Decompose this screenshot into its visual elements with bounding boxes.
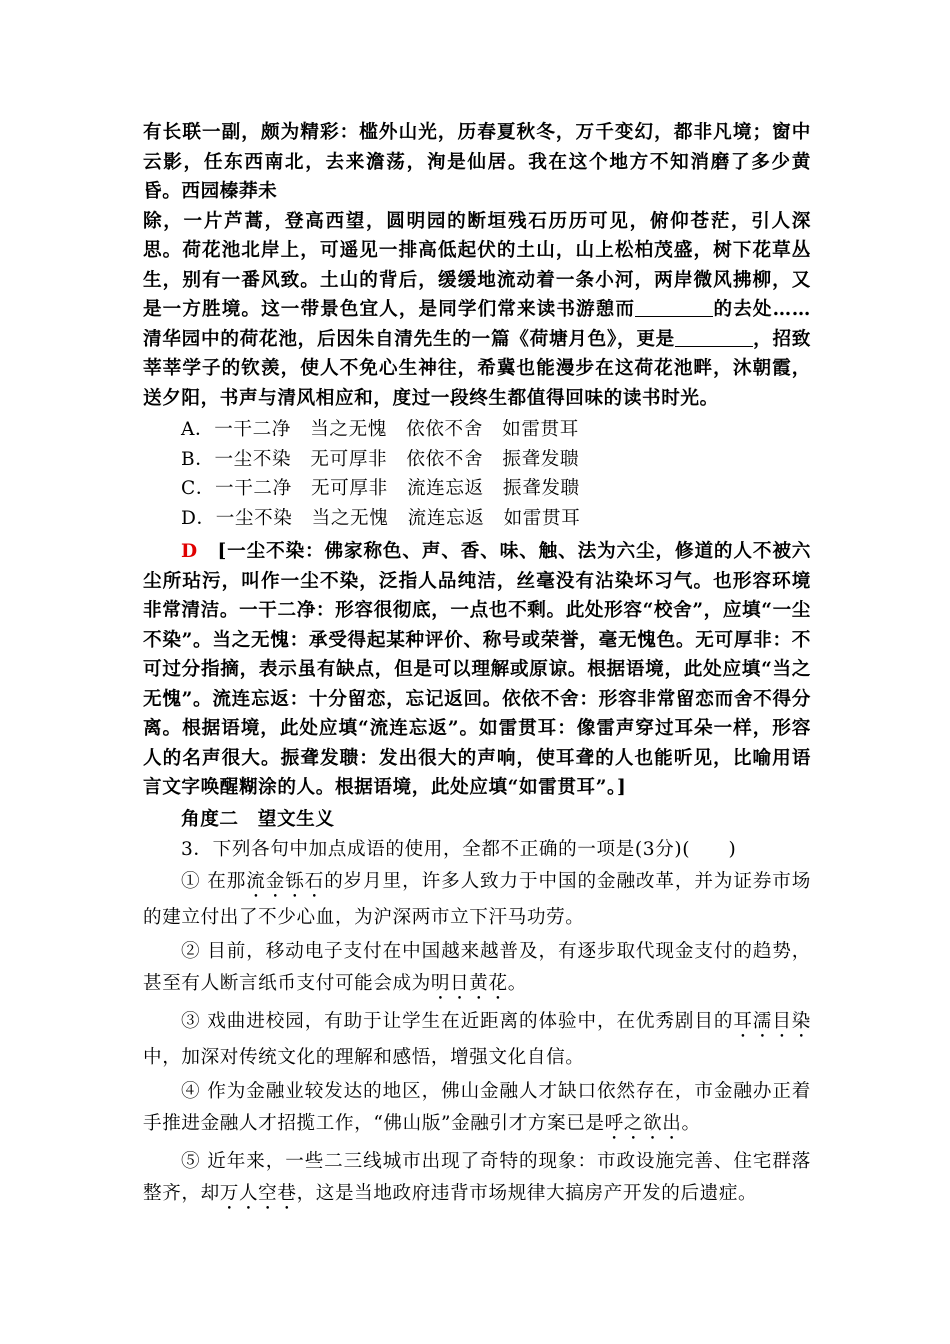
question-3-stem: 3．下列各句中加点成语的使用，全都不正确的一项是(3分)( ): [181, 839, 737, 860]
option-b: B．一尘不染 无可厚非 依依不舍 振聋发聩: [181, 448, 580, 470]
document-page: [143, 118, 811, 1216]
question-3-item-4: [143, 1076, 811, 1144]
dotted-idiom: 万人空巷: [219, 1183, 297, 1204]
question-3-item-1: [143, 866, 811, 934]
item-text: ② 目前，移动电子支付在中国越来越普及，有逐步取代现金支付的趋势，甚至有人断言纸币支付可能会成为: [143, 941, 811, 994]
passage-text: 的去处……清华园中的荷花池，后因朱自清先生的一篇《荷塘月色》，更是: [143, 299, 811, 350]
dotted-idiom: 耳濡目染: [733, 1011, 812, 1032]
explanation-text: [一尘不染：佛家称色、声、香、味、触、法为六尘，修道的人不被六尘所玷污，叫作一尘不染，泛指人品纯洁，丝毫没有沾染坏习气。也形容环境非常清洁。一干二净：形容很彻底，一点也不剩。此处形容“校舍”，应填“一尘不染”。当之无愧：承受得起某种评价、称号或荣誉，毫无愧色。无可厚非：不可过分指摘，表示虽有缺点，但是可以理解或原谅。根据语境，此处应填“当之无愧”。流连忘返：十分留恋，忘记返回。依依不舍：形容非常留恋而舍不得分离。根据语境，此处应填“流连忘返”。如雷贯耳：像雷声穿过耳朵一样，形容人的名声很大。振聋发聩：发出很大的声响，使耳聋的人也能听见，比喻用语言文字唤醒糊涂的人。根据语境，此处应填“如雷贯耳”。]: [143, 541, 811, 798]
item-text: 。: [681, 1113, 701, 1134]
question-3-item-5: [143, 1146, 811, 1214]
option-a: A．一干二净 当之无愧 依依不舍 如雷贯耳: [181, 419, 579, 440]
passage-text: 除，一片芦蒿，登高西望，圆明园的断垣残石历历可见，俯仰苍茫，引人深思。荷花池北岸上，可遥见一排高低起伏的土山，山上松柏茂盛，树下花草丛生，别有一番风致。土山的背后，缓缓地流动着一条小河，两岸微风拂柳，又是一方胜境。这一带景色宜人，是同学们常来读书游憩而: [143, 210, 811, 320]
item-text: ，这是当地政府违背市场规律大搞房产开发的后遗症。: [296, 1183, 758, 1204]
section-heading: 角度二 望文生义: [181, 808, 335, 830]
passage-paragraph-1: [143, 118, 811, 207]
passage-text: 有长联一副，颇为精彩：槛外山光，历春夏秋冬，万千变幻，都非凡境；窗中云影，任东西南北，去来澹荡，洵是仙居。我在这个地方不知消磨了多少黄昏。西园榛莽未: [143, 122, 811, 202]
answer-explanation: [143, 537, 811, 803]
dotted-idiom: 流金铄石: [246, 871, 325, 892]
option-c: C．一干二净 无可厚非 流连忘返 振聋发聩: [181, 478, 580, 499]
item-text: ④ 作为金融业较发达的地区，佛山金融人才缺口依然存在，市金融办正着手推进金融人才招揽工作，“佛山版”金融引才方案已是: [143, 1081, 811, 1134]
question-3: [143, 834, 811, 1214]
passage-text: ，招致莘莘学子的钦羡，使人不免心生神往，希冀也能漫步在这荷花池畔，沐朝霞，送夕阳，书声与清风相应和，度过一段终生都值得回味的读书时光。: [143, 328, 811, 409]
dotted-idiom: 呼之欲出: [604, 1113, 682, 1134]
answer-blank-4: [675, 328, 753, 347]
answer-letter: D: [181, 541, 198, 562]
item-text: 的岁月里，许多人致力于中国的金融改革，并为证券市场的建立付出了不少心血，为沪深两市立下汗马功劳。: [143, 871, 811, 928]
question-3-item-2: [143, 936, 811, 1004]
passage-paragraph-2: [143, 207, 811, 414]
item-text: ⑤ 近年来，一些二三线城市出现了奇特的现象：市政设施完善、住宅群落整齐，却: [143, 1151, 811, 1204]
answer-blank-3: [635, 298, 713, 317]
option-d: D．一尘不染 当之无愧 流连忘返 如雷贯耳: [181, 507, 581, 529]
item-text: 。: [507, 973, 527, 994]
dotted-idiom: 明日黄花: [430, 973, 508, 994]
question-3-item-3: [143, 1006, 811, 1074]
passage: [143, 118, 811, 413]
options-list: [143, 415, 811, 533]
item-text: ① 在那: [181, 871, 247, 892]
item-text: ③ 戏曲进校园，有助于让学生在近距离的体验中，在优秀剧目的: [181, 1011, 734, 1032]
item-text: 中，加深对传统文化的理解和感悟，增强文化自信。: [143, 1047, 585, 1068]
